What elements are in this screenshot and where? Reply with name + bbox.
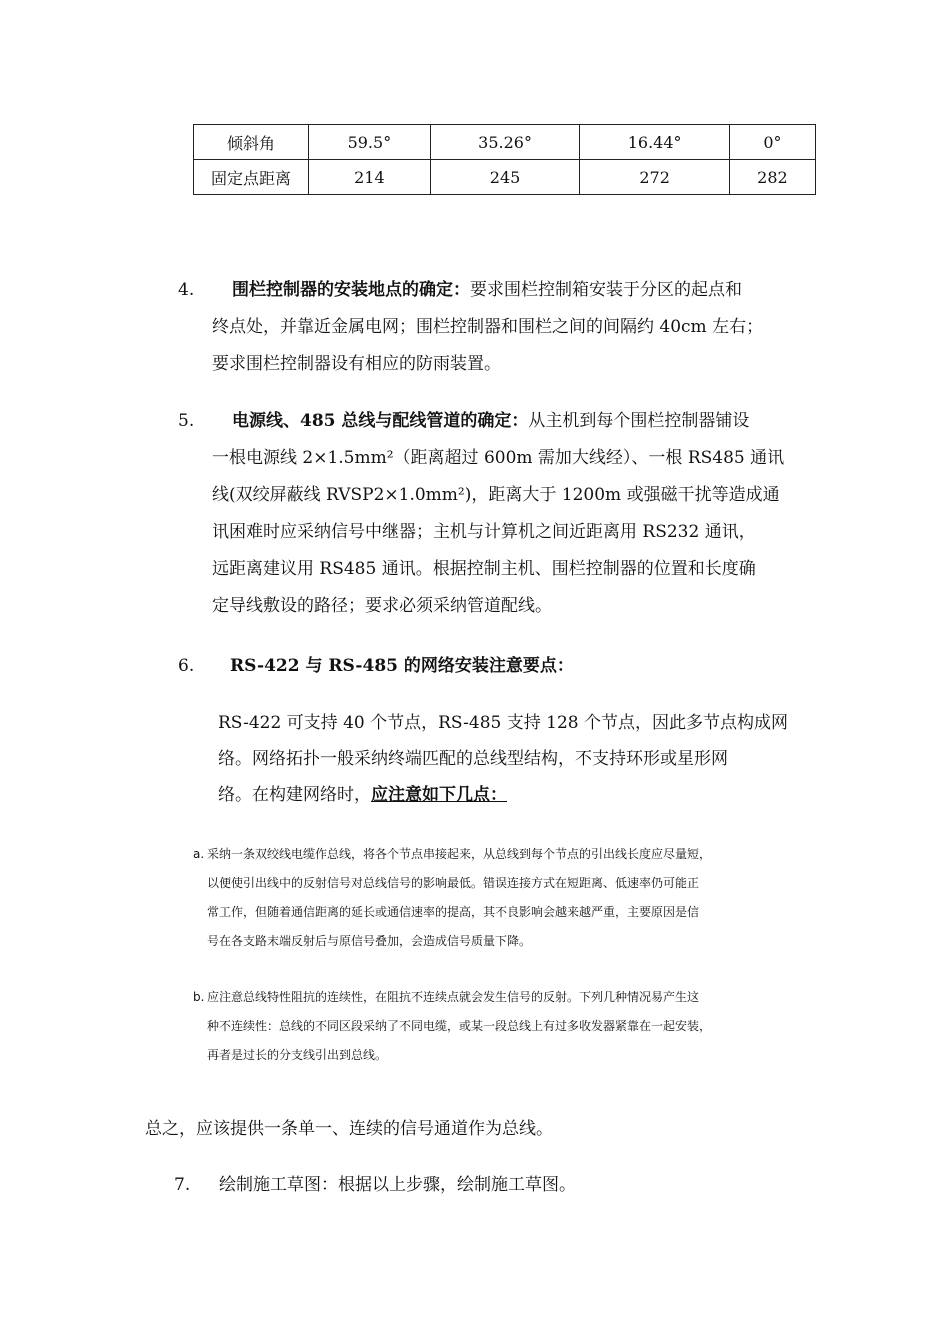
item-body-cont xyxy=(212,440,784,625)
note-line: 采纳一条双绞线电缆作总线，将各个节点串接起来，从总线到每个节点的引出线长度应尽量短， xyxy=(207,847,712,861)
item-lead: 围栏控制器的安装地点的确定： xyxy=(232,280,470,300)
item-text: 绘制施工草图：根据以上步骤，绘制施工草图。 xyxy=(219,1175,577,1195)
item-line: 远距离建议用 RS485 通讯。根据控制主机、围栏控制器的位置和长度确 xyxy=(212,559,756,579)
angle-distance-table xyxy=(193,124,816,195)
table-cell: 倾斜角 xyxy=(194,125,309,160)
paragraph-emphasis: 应注意如下几点： xyxy=(371,785,507,805)
note-tag: a. xyxy=(193,847,205,861)
note-line: 再者是过长的分支线引出到总线。 xyxy=(207,1048,388,1062)
item-line xyxy=(232,403,749,440)
table-row xyxy=(194,160,816,195)
item-6-paragraph xyxy=(218,705,788,813)
table-cell: 16.44° xyxy=(580,125,730,160)
table-cell: 0° xyxy=(729,125,815,160)
item-body xyxy=(232,272,742,309)
note-line: 号在各支路末端反射后与原信号叠加，会造成信号质量下降。 xyxy=(207,934,532,948)
item-body-cont xyxy=(212,309,763,383)
item-line: 终点处，并靠近金属电网；围栏控制器和围栏之间的间隔约 40cm 左右； xyxy=(212,317,764,337)
note-line: 种不连续性：总线的不同区段采纳了不同电缆，或某一段总线上有过多收发器紧靠在一起安装， xyxy=(207,1019,712,1033)
paragraph-line: 络。网络拓扑一般采纳终端匹配的总线型结构，不支持环形或星形网 xyxy=(218,749,728,769)
item-line: 要求围栏控制器设有相应的防雨装置。 xyxy=(212,354,501,374)
table-cell: 272 xyxy=(580,160,730,195)
item-number: 6. xyxy=(178,656,195,676)
item-line xyxy=(232,272,742,309)
item-body xyxy=(230,648,574,685)
item-number: 7. xyxy=(174,1175,191,1195)
table-cell: 214 xyxy=(309,160,431,195)
item-text: 从主机到每个围栏控制器铺设 xyxy=(528,411,750,431)
note-body xyxy=(207,840,711,956)
item-lead: RS-422 与 RS-485 的网络安装注意要点： xyxy=(230,656,574,676)
table-cell: 35.26° xyxy=(430,125,580,160)
note-line: 应注意总线特性阻抗的连续性，在阻抗不连续点就会发生信号的反射。下列几种情况易产生这 xyxy=(207,990,700,1004)
item-line: 讯困难时应采纳信号中继器；主机与计算机之间近距离用 RS232 通讯， xyxy=(212,522,756,542)
table-cell: 245 xyxy=(430,160,580,195)
summary-text: 总之，应该提供一条单一、连续的信号通道作为总线。 xyxy=(145,1119,553,1139)
item-line: 线(双绞屏蔽线 RVSP2×1.0mm²)，距离大于 1200m 或强磁干扰等造成通 xyxy=(212,485,780,505)
note-line: 以便使引出线中的反射信号对总线信号的影响最低。错误连接方式在短距离、低速率仍可能正 xyxy=(207,876,700,890)
table-row xyxy=(194,125,816,160)
item-number: 5. xyxy=(178,411,195,431)
table-cell: 固定点距离 xyxy=(194,160,309,195)
item-line: 定导线敷设的路径；要求必须采纳管道配线。 xyxy=(212,596,552,616)
table-cell: 282 xyxy=(729,160,815,195)
note-line: 常工作，但随着通信距离的延长或通信速率的提高，其不良影响会越来越严重，主要原因是信 xyxy=(207,905,700,919)
item-body xyxy=(232,403,749,440)
table-cell: 59.5° xyxy=(309,125,431,160)
item-number: 4. xyxy=(178,280,195,300)
item-7 xyxy=(174,1170,576,1200)
note-body xyxy=(207,983,711,1070)
note-tag: b. xyxy=(193,990,205,1004)
paragraph-line: RS-422 可支持 40 个节点，RS-485 支持 128 个节点，因此多节点构成网 xyxy=(218,713,789,733)
item-lead: 电源线、485 总线与配线管道的确定： xyxy=(232,411,529,431)
paragraph-text: 络。在构建网络时， xyxy=(218,785,371,805)
item-text: 要求围栏控制箱安装于分区的起点和 xyxy=(470,280,742,300)
item-line: 一根电源线 2×1.5mm²（距离超过 600m 需加大线经）、一根 RS485 通讯 xyxy=(212,448,785,468)
paragraph-line xyxy=(218,777,788,813)
